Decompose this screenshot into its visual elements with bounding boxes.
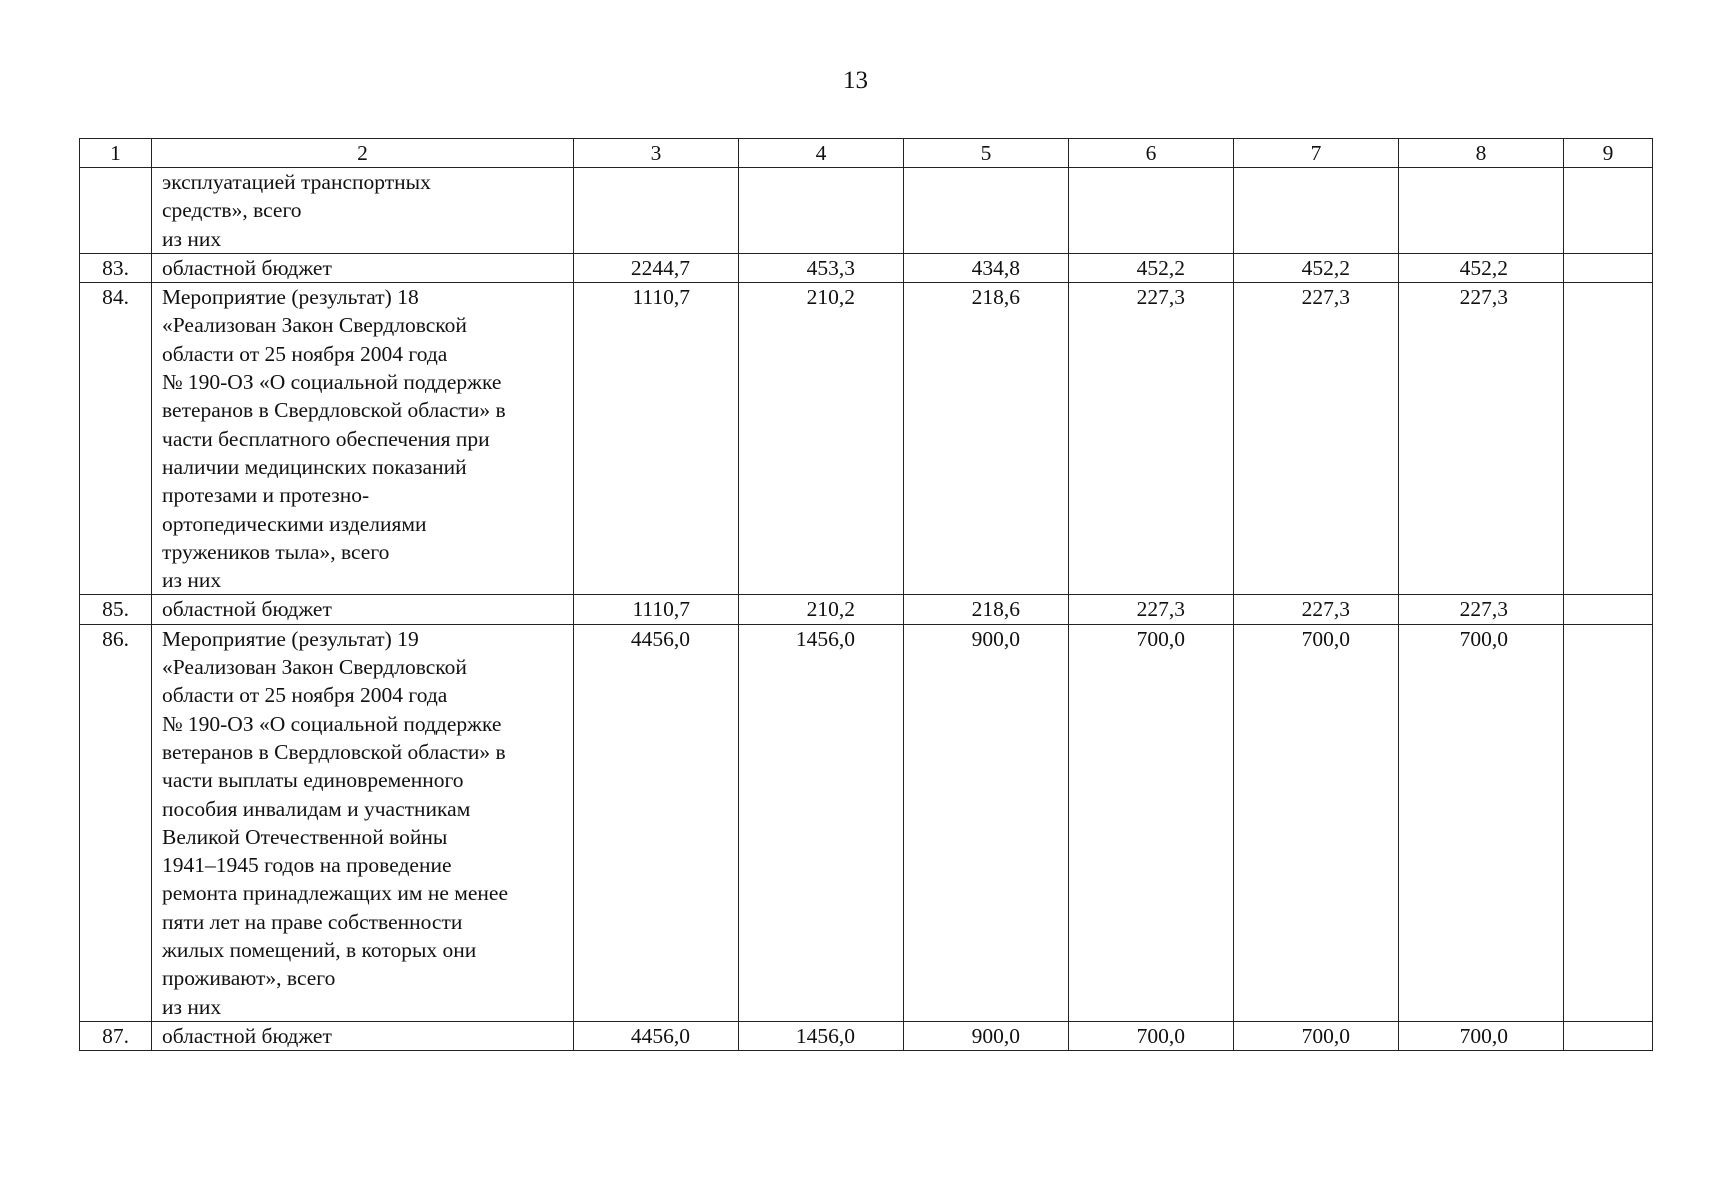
item-name-line: из них [162, 568, 222, 593]
item-name-line: жилых помещений, в которых они [162, 938, 477, 963]
row-number-cell: 84. [80, 283, 152, 595]
value-cell-col-8: 452,2 [1399, 253, 1564, 282]
value-cell-col-5: 900,0 [904, 624, 1069, 1021]
value-cell-col-4 [739, 168, 904, 254]
item-name-line: ремонта принадлежащих им не менее [162, 881, 508, 906]
item-name-line: областной бюджет [162, 255, 332, 280]
column-number-3: 3 [574, 139, 739, 168]
value-cell-col-3: 1110,7 [574, 283, 739, 595]
item-name-line: области от 25 ноября 2004 года [162, 683, 448, 708]
value-cell-col-9 [1564, 283, 1653, 595]
item-name-line: областной бюджет [162, 597, 332, 622]
value-cell-col-4: 453,3 [739, 253, 904, 282]
column-number-8: 8 [1399, 139, 1564, 168]
row-number-cell [80, 168, 152, 254]
value-cell-col-4: 210,2 [739, 283, 904, 595]
item-name-line: № 190-ОЗ «О социальной поддержке [162, 370, 502, 395]
value-cell-col-4: 1456,0 [739, 1021, 904, 1050]
item-name-line: ортопедическими изделиями [162, 511, 427, 536]
value-cell-col-7: 227,3 [1234, 595, 1399, 624]
item-name-line: проживают», всего [162, 966, 336, 991]
item-name-line: «Реализован Закон Свердловской [162, 655, 467, 680]
value-cell-col-4: 210,2 [739, 595, 904, 624]
item-name-line: из них [162, 994, 222, 1019]
row-number-cell: 86. [80, 624, 152, 1021]
value-cell-col-6 [1069, 168, 1234, 254]
value-cell-col-3 [574, 168, 739, 254]
value-cell-col-8 [1399, 168, 1564, 254]
value-cell-col-9 [1564, 168, 1653, 254]
item-name-cell [152, 283, 574, 595]
item-name-line: тружеников тыла», всего [162, 539, 390, 564]
value-cell-col-9 [1564, 253, 1653, 282]
value-cell-col-5: 900,0 [904, 1021, 1069, 1050]
value-cell-col-5: 218,6 [904, 283, 1069, 595]
item-name-line: «Реализован Закон Свердловской [162, 313, 467, 338]
item-name-line: из них [162, 226, 222, 251]
value-cell-col-7: 452,2 [1234, 253, 1399, 282]
budget-table [79, 138, 1653, 1051]
value-cell-col-5: 434,8 [904, 253, 1069, 282]
item-name-cell [152, 253, 574, 282]
value-cell-col-9 [1564, 624, 1653, 1021]
value-cell-col-8: 700,0 [1399, 624, 1564, 1021]
item-name-line: наличии медицинских показаний [162, 454, 467, 479]
column-number-9: 9 [1564, 139, 1653, 168]
item-name-line: эксплуатацией транспортных [162, 170, 431, 194]
value-cell-col-8: 227,3 [1399, 283, 1564, 595]
item-name-cell [152, 595, 574, 624]
item-name-line: № 190-ОЗ «О социальной поддержке [162, 711, 502, 736]
item-name-line: Мероприятие (результат) 18 [162, 285, 419, 310]
column-number-1: 1 [80, 139, 152, 168]
item-name-line: ветеранов в Свердловской области» в [162, 398, 506, 423]
table-row [80, 595, 1653, 624]
table-row [80, 624, 1653, 1021]
item-name-cell [152, 624, 574, 1021]
item-name-line: части выплаты единовременного [162, 768, 464, 793]
item-name-line: части бесплатного обеспечения при [162, 426, 490, 451]
table-row [80, 168, 1653, 254]
item-name-line: пособия инвалидам и участникам [162, 796, 471, 821]
item-name-cell [152, 1021, 574, 1050]
row-number-cell: 83. [80, 253, 152, 282]
column-number-2: 2 [152, 139, 574, 168]
table-row [80, 253, 1653, 282]
item-name-line: пяти лет на праве собственности [162, 909, 463, 934]
column-number-6: 6 [1069, 139, 1234, 168]
value-cell-col-9 [1564, 595, 1653, 624]
value-cell-col-4: 1456,0 [739, 624, 904, 1021]
value-cell-col-9 [1564, 1021, 1653, 1050]
item-name-line: средств», всего [162, 198, 302, 223]
page-number: 13 [843, 67, 868, 94]
value-cell-col-6: 700,0 [1069, 624, 1234, 1021]
item-name-line: Мероприятие (результат) 19 [162, 626, 419, 651]
row-number-cell: 87. [80, 1021, 152, 1050]
value-cell-col-6: 227,3 [1069, 595, 1234, 624]
value-cell-col-3: 4456,0 [574, 624, 739, 1021]
value-cell-col-7: 700,0 [1234, 624, 1399, 1021]
item-name-line: протезами и протезно- [162, 483, 370, 508]
value-cell-col-7 [1234, 168, 1399, 254]
column-number-7: 7 [1234, 139, 1399, 168]
column-number-4: 4 [739, 139, 904, 168]
item-name-line: областной бюджет [162, 1023, 332, 1048]
value-cell-col-5 [904, 168, 1069, 254]
column-number-5: 5 [904, 139, 1069, 168]
item-name-cell [152, 168, 574, 254]
value-cell-col-6: 700,0 [1069, 1021, 1234, 1050]
header-row [80, 139, 1653, 168]
item-name-line: ветеранов в Свердловской области» в [162, 739, 506, 764]
value-cell-col-5: 218,6 [904, 595, 1069, 624]
value-cell-col-3: 1110,7 [574, 595, 739, 624]
value-cell-col-7: 227,3 [1234, 283, 1399, 595]
row-number-cell: 85. [80, 595, 152, 624]
value-cell-col-6: 227,3 [1069, 283, 1234, 595]
value-cell-col-3: 4456,0 [574, 1021, 739, 1050]
table-row [80, 1021, 1653, 1050]
item-name-line: 1941–1945 годов на проведение [162, 853, 452, 878]
value-cell-col-8: 700,0 [1399, 1021, 1564, 1050]
value-cell-col-6: 452,2 [1069, 253, 1234, 282]
value-cell-col-8: 227,3 [1399, 595, 1564, 624]
table-row [80, 283, 1653, 595]
value-cell-col-7: 700,0 [1234, 1021, 1399, 1050]
item-name-line: Великой Отечественной войны [162, 824, 448, 849]
value-cell-col-3: 2244,7 [574, 253, 739, 282]
item-name-line: области от 25 ноября 2004 года [162, 341, 448, 366]
